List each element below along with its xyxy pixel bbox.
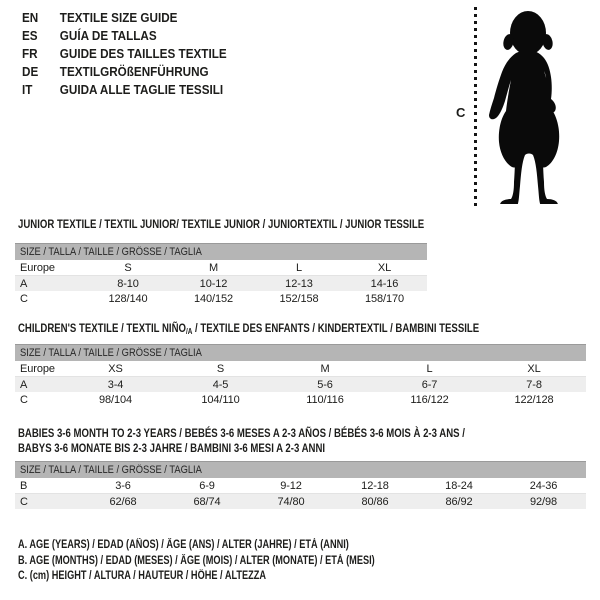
table-cell: 14-16 bbox=[342, 276, 427, 292]
size-header-row bbox=[15, 244, 427, 261]
guide-title: TEXTILE SIZE GUIDE bbox=[59, 10, 178, 25]
junior-table bbox=[15, 243, 427, 306]
babies-table bbox=[15, 461, 586, 509]
row-label: C bbox=[20, 393, 28, 406]
column-header: S bbox=[85, 260, 171, 276]
table-row bbox=[15, 291, 427, 306]
size-header-text: SIZE / TALLA / TAILLE / GRÖSSE / TAGLIA bbox=[20, 464, 202, 476]
size-header bbox=[15, 345, 586, 362]
column-header: XS bbox=[63, 361, 168, 377]
junior-table-title: JUNIOR TEXTILE / TEXTIL JUNIOR/ TEXTILE JUNIOR / JUNIORTEXTIL / JUNIOR TESSILE bbox=[18, 217, 425, 231]
baby-silhouette-icon bbox=[482, 4, 594, 204]
language-code: IT bbox=[22, 82, 33, 97]
size-header-row bbox=[15, 345, 586, 362]
table-cell: 6-9 bbox=[165, 478, 249, 494]
table-cell: 18-24 bbox=[417, 478, 501, 494]
column-header-row bbox=[15, 361, 586, 377]
table-cell: 92/98 bbox=[501, 494, 586, 510]
babies-table-title bbox=[18, 426, 465, 456]
language-code: EN bbox=[22, 10, 39, 25]
row-label: B bbox=[15, 478, 81, 494]
size-header-text: SIZE / TALLA / TAILLE / GRÖSSE / TAGLIA bbox=[20, 347, 202, 359]
table-cell: 116/122 bbox=[410, 393, 449, 406]
guide-title: GUÍA DE TALLAS bbox=[59, 28, 157, 43]
table-cell: 128/140 bbox=[108, 292, 148, 305]
children-table-title bbox=[18, 321, 479, 339]
table-cell: 3-4 bbox=[63, 377, 168, 393]
size-header-text: SIZE / TALLA / TAILLE / GRÖSSE / TAGLIA bbox=[20, 246, 202, 258]
children-title-post: / TEXTILE DES ENFANTS / KINDERTEXTIL / BAMBINI TESSILE bbox=[192, 321, 480, 335]
babies-title-line2: BABYS 3-6 MONATE BIS 2-3 JAHRE / BAMBINI 3-6 MESI A 2-3 ANNI bbox=[18, 441, 326, 455]
babies-title-line1: BABIES 3-6 MONTH TO 2-3 YEARS / BEBÉS 3-6 MESES A 2-3 AÑOS / BÉBÉS 3-6 MOIS À 2-3 ANS / bbox=[18, 426, 465, 440]
table-cell: 68/74 bbox=[165, 494, 249, 510]
table-cell: 12-18 bbox=[333, 478, 417, 494]
table-row bbox=[15, 392, 586, 407]
language-code: ES bbox=[22, 28, 38, 43]
row-label: A bbox=[15, 377, 63, 393]
language-row bbox=[22, 9, 227, 27]
column-header: Europe bbox=[15, 260, 85, 276]
size-header bbox=[15, 244, 427, 261]
language-row bbox=[22, 63, 227, 81]
table-cell: 104/110 bbox=[201, 393, 240, 406]
guide-title: GUIDE DES TAILLES TEXTILE bbox=[59, 46, 227, 61]
table-cell: 24-36 bbox=[501, 478, 586, 494]
row-label: C bbox=[15, 494, 81, 510]
table-cell: 62/68 bbox=[81, 494, 165, 510]
table-cell: 74/80 bbox=[249, 494, 333, 510]
table-cell: 152/158 bbox=[279, 292, 319, 305]
table-cell: 6-7 bbox=[377, 377, 482, 393]
language-row bbox=[22, 45, 227, 63]
table-cell: 4-5 bbox=[168, 377, 273, 393]
language-row bbox=[22, 81, 227, 99]
column-header: XL bbox=[482, 361, 586, 377]
language-code: FR bbox=[22, 46, 38, 61]
table-cell: 5-6 bbox=[273, 377, 377, 393]
size-header-row bbox=[15, 462, 586, 479]
table-cell: 122/128 bbox=[514, 393, 554, 406]
table-row bbox=[15, 478, 586, 494]
table-row bbox=[15, 276, 427, 292]
column-header-row bbox=[15, 260, 427, 276]
column-header: L bbox=[256, 260, 342, 276]
column-header: M bbox=[171, 260, 256, 276]
table-cell: 10-12 bbox=[171, 276, 256, 292]
table-cell: 158/170 bbox=[364, 292, 405, 305]
row-label: C bbox=[20, 292, 28, 305]
footnote-b: B. AGE (MONTHS) / EDAD (MESES) / ÂGE (MOIS) / ALTER (MONATE) / ETÀ (MESI) bbox=[18, 554, 375, 567]
table-cell: 9-12 bbox=[249, 478, 333, 494]
children-table bbox=[15, 344, 586, 407]
column-header: L bbox=[377, 361, 482, 377]
column-header: Europe bbox=[15, 361, 63, 377]
table-cell: 8-10 bbox=[85, 276, 171, 292]
table-cell: 86/92 bbox=[417, 494, 501, 510]
table-row bbox=[15, 494, 586, 510]
size-header bbox=[15, 462, 586, 479]
table-row bbox=[15, 377, 586, 393]
guide-title: GUIDA ALLE TAGLIE TESSILI bbox=[59, 82, 224, 97]
table-cell: 3-6 bbox=[81, 478, 165, 494]
footnotes bbox=[18, 538, 464, 585]
table-cell: 140/152 bbox=[193, 292, 234, 305]
column-header: M bbox=[273, 361, 377, 377]
column-header: XL bbox=[342, 260, 427, 276]
column-header: S bbox=[168, 361, 273, 377]
guide-title: TEXTILGRÖßENFÜHRUNG bbox=[59, 64, 209, 79]
language-row bbox=[22, 27, 227, 45]
table-cell: 80/86 bbox=[333, 494, 417, 510]
language-title-list bbox=[22, 9, 249, 99]
table-cell: 110/116 bbox=[306, 393, 344, 406]
table-cell: 12-13 bbox=[256, 276, 342, 292]
table-cell: 7-8 bbox=[482, 377, 586, 393]
row-label: A bbox=[15, 276, 85, 292]
table-cell: 98/104 bbox=[98, 393, 133, 406]
footnote-c: C. (cm) HEIGHT / ALTURA / HAUTEUR / HÖHE / ALTEZZA bbox=[18, 570, 267, 582]
language-code: DE bbox=[22, 64, 39, 79]
children-title-sub: /A bbox=[185, 327, 193, 336]
children-title-pre: CHILDREN'S TEXTILE / TEXTIL NIÑO bbox=[18, 321, 186, 335]
height-measure-label: C bbox=[456, 105, 466, 120]
height-measure-dotted-line bbox=[474, 7, 477, 207]
footnote-a: A. AGE (YEARS) / EDAD (AÑOS) / ÂGE (ANS) / ALTER (JAHRE) / ETÀ (ANNI) bbox=[18, 539, 349, 551]
